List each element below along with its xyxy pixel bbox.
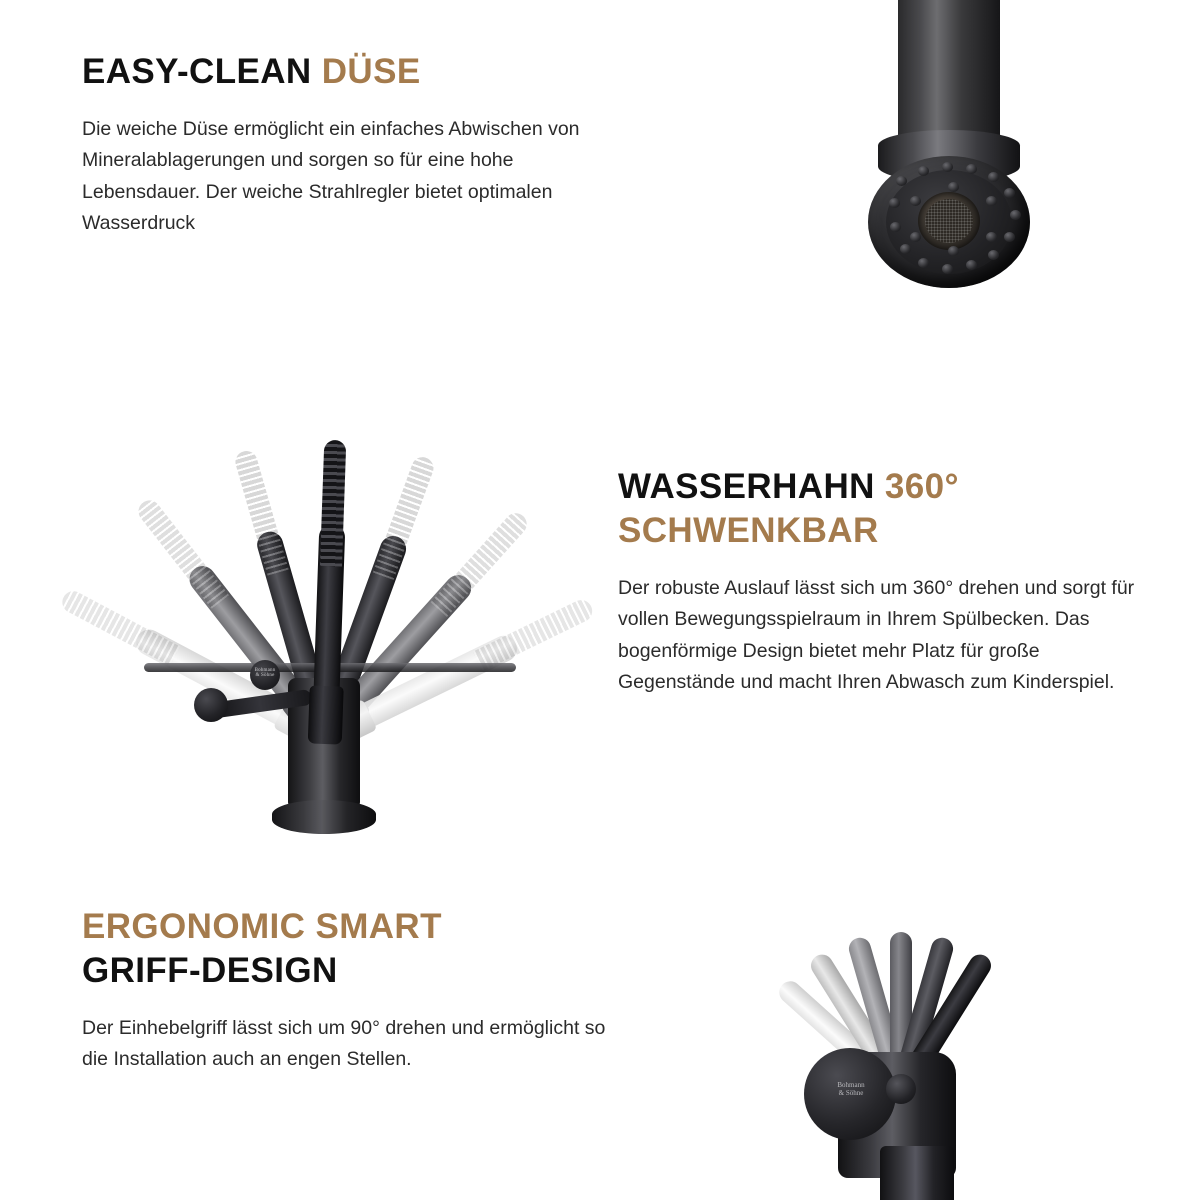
spout-head xyxy=(308,685,344,744)
feature-block-swivel xyxy=(618,465,1138,699)
spout-hose xyxy=(373,454,437,580)
nozzle-dot xyxy=(942,264,953,274)
nozzle-dot xyxy=(889,198,900,208)
feature-body-swivel: Der robuste Auslauf lässt sich um 360° drehen und sorgt für vollen Bewegungsspielraum in Ihrem Spülbecken. Das bogenförmige Design bietet mehr Platz für große Gegenstände und macht Ihren Abwasch zum Kinderspiel. xyxy=(618,576,1135,694)
nozzle-dot xyxy=(948,246,959,256)
nozzle-dot xyxy=(986,232,997,242)
feature-title-dark-part: EASY-CLEAN xyxy=(82,52,322,91)
spout-hose xyxy=(473,596,596,671)
nozzle-dot xyxy=(1004,188,1015,198)
nozzle-dot xyxy=(910,232,921,242)
nozzle-dot xyxy=(918,166,929,176)
nozzle-dot xyxy=(988,172,999,182)
brand-mark-icon: Bohmann & Söhne xyxy=(250,660,280,690)
feature-title-accent-part: ERGONOMIC SMART xyxy=(82,907,442,946)
spout-hose xyxy=(320,440,346,567)
spout-hose xyxy=(431,509,532,617)
feature-title-dark-part: WASSERHAHN xyxy=(618,467,885,506)
nozzle-dot xyxy=(948,182,959,192)
nozzle-dot xyxy=(966,164,977,174)
feature-title-accent-part: 360° SCHWENKBAR xyxy=(618,467,959,550)
swivel-arc-group xyxy=(60,378,590,848)
feature-title-swivel xyxy=(618,465,1138,553)
nozzle-dot xyxy=(942,162,953,172)
feature-title-accent-part: DÜSE xyxy=(321,52,421,91)
spray-head-aerator xyxy=(918,192,980,250)
nozzle-dot xyxy=(918,258,929,268)
feature-title-easy-clean-nozzle xyxy=(82,50,622,94)
feature-body-handle-design: Der Einhebelgriff lässt sich um 90° drehen und ermöglicht so die Installation auch an engen Stellen. xyxy=(82,1016,606,1071)
nozzle-dot xyxy=(988,250,999,260)
nozzle-dot xyxy=(966,260,977,270)
nozzle-dot xyxy=(1004,232,1015,242)
spray-head-photo xyxy=(790,0,1090,320)
nozzle-dot xyxy=(1010,210,1021,220)
handle-rotation-photo xyxy=(700,840,1120,1200)
feature-title-dark-part: GRIFF-DESIGN xyxy=(82,950,338,990)
feature-title-handle-design xyxy=(82,905,612,993)
brand-mark-icon: Bohmann & Söhne xyxy=(837,1081,865,1097)
faucet-base-plate xyxy=(272,800,376,834)
feature-block-handle-design xyxy=(82,905,612,1076)
feature-body-easy-clean-nozzle: Die weiche Düse ermöglicht ein einfaches Abwischen von Mineralablagerungen und sorgen so für eine hohe Lebensdauer. Der weiche Strahlregler bietet optimalen Wasserdruck xyxy=(82,117,580,235)
spout-hose xyxy=(134,496,229,609)
faucet-swivel-range-photo xyxy=(60,378,590,848)
nozzle-dot xyxy=(896,176,907,186)
nozzle-dot xyxy=(986,196,997,206)
spout-hose xyxy=(58,587,180,666)
handle-neck xyxy=(880,1146,954,1200)
feature-block-easy-clean-nozzle xyxy=(82,50,622,240)
nozzle-dot xyxy=(910,196,921,206)
nozzle-dot xyxy=(900,244,911,254)
handle-pivot xyxy=(886,1074,916,1104)
nozzle-dot xyxy=(890,222,901,232)
faucet-lever-knob xyxy=(194,688,228,722)
